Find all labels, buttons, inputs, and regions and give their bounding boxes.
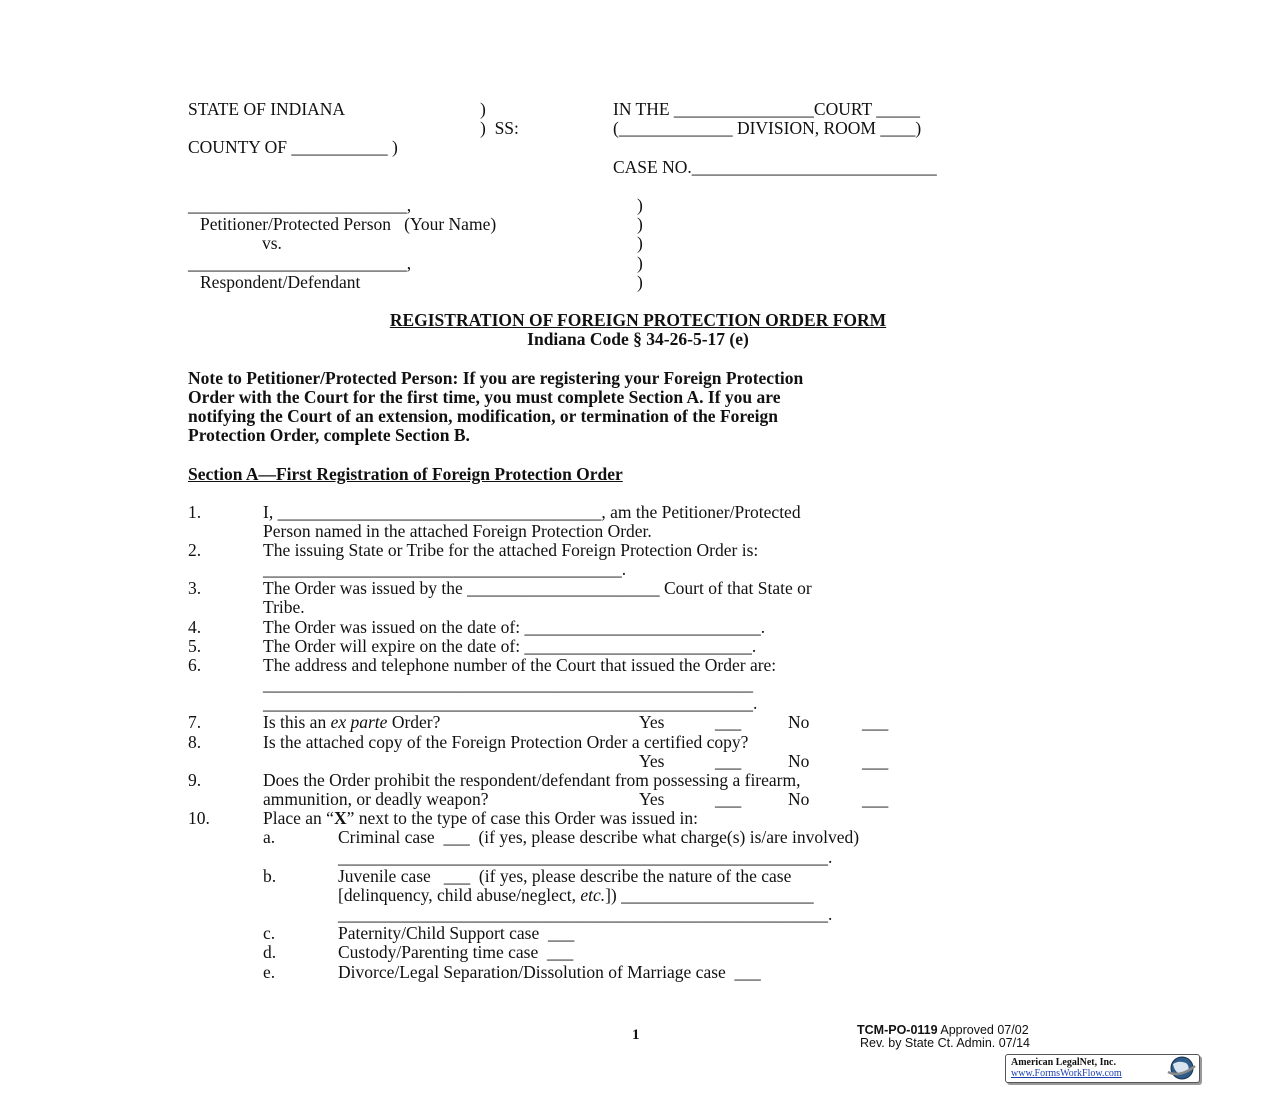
- state-label: STATE OF INDIANA: [188, 99, 346, 119]
- item-number: 5.: [188, 636, 202, 656]
- juvenile-case-detail[interactable]: [delinquency, child abuse/neglect, etc.]) ______________________: [338, 885, 814, 905]
- item-number: 9.: [188, 770, 202, 790]
- note-line: Order with the Court for the first time, you must complete Section A. If you are: [188, 387, 781, 407]
- logo-company-name: American LegalNet, Inc.: [1011, 1057, 1116, 1068]
- custody-case-option[interactable]: Custody/Parenting time case ___: [338, 942, 574, 962]
- item-number: 10.: [188, 808, 210, 828]
- item-7-question: Is this an ex parte Order?: [263, 712, 441, 732]
- petitioner-label: Petitioner/Protected Person (Your Name): [200, 214, 497, 234]
- criminal-case-option[interactable]: Criminal case ___ (if yes, please describe what charge(s) is/are involved): [338, 827, 860, 847]
- court-address-blank[interactable]: ________________________________________________________: [263, 674, 753, 694]
- versus-label: vs.: [262, 233, 282, 253]
- court-phone-blank[interactable]: ________________________________________________________.: [263, 693, 758, 713]
- case-type-letter: a.: [263, 827, 276, 847]
- case-type-letter: c.: [263, 923, 276, 943]
- respondent-name-blank[interactable]: _________________________,: [188, 253, 412, 273]
- item-number: 8.: [188, 732, 202, 752]
- yes-label: Yes: [639, 712, 665, 732]
- caption-paren: ): [637, 214, 643, 234]
- juvenile-case-option[interactable]: Juvenile case ___ (if yes, please describe the nature of the case: [338, 866, 792, 886]
- caption-paren: ): [637, 253, 643, 273]
- form-code-citation: Indiana Code § 34-26-5-17 (e): [527, 329, 749, 349]
- item-1-text[interactable]: I, _____________________________________, am the Petitioner/Protected: [263, 502, 801, 522]
- county-line: COUNTY OF ___________ ): [188, 137, 398, 157]
- form-title: REGISTRATION OF FOREIGN PROTECTION ORDER FORM: [389, 310, 887, 330]
- item-number: 6.: [188, 655, 202, 675]
- note-line: Note to Petitioner/Protected Person: If you are registering your Foreign Protection: [188, 368, 804, 388]
- publisher-logo[interactable]: [1005, 1054, 1200, 1083]
- item-number: 2.: [188, 540, 202, 560]
- section-a-heading: Section A—First Registration of Foreign Protection Order: [188, 464, 623, 484]
- caption-paren: ): [637, 195, 643, 215]
- case-type-letter: b.: [263, 866, 277, 886]
- form-id-line: TCM-PO-0119 Approved 07/02: [857, 1023, 1029, 1037]
- no-blank[interactable]: ___: [862, 789, 889, 809]
- yes-blank[interactable]: ___: [715, 712, 742, 732]
- divorce-case-option[interactable]: Divorce/Legal Separation/Dissolution of Marriage case ___: [338, 962, 761, 982]
- expiration-date-line[interactable]: The Order will expire on the date of: __________________________.: [263, 636, 757, 656]
- yes-label: Yes: [639, 789, 665, 809]
- ss-label: ) SS:: [480, 118, 519, 138]
- item-number: 4.: [188, 617, 202, 637]
- item-3-text: Tribe.: [263, 597, 305, 617]
- note-line: Protection Order, complete Section B.: [188, 425, 470, 445]
- no-label: No: [788, 751, 810, 771]
- no-label: No: [788, 789, 810, 809]
- division-line: (_____________ DIVISION, ROOM ____): [613, 118, 922, 138]
- item-number: 1.: [188, 502, 202, 522]
- case-type-letter: d.: [263, 942, 277, 962]
- item-2-text: The issuing State or Tribe for the attached Foreign Protection Order is:: [263, 540, 759, 560]
- court-line: IN THE ________________COURT _____: [613, 99, 920, 119]
- juvenile-case-blank[interactable]: ________________________________________________________.: [338, 904, 833, 924]
- criminal-charge-blank[interactable]: ________________________________________________________.: [338, 847, 833, 867]
- yes-label: Yes: [639, 751, 665, 771]
- case-number-line: CASE NO.____________________________: [613, 157, 937, 177]
- caption-paren: ): [480, 99, 486, 119]
- paternity-case-option[interactable]: Paternity/Child Support case ___: [338, 923, 575, 943]
- item-9-question: Does the Order prohibit the respondent/defendant from possessing a firearm,: [263, 770, 801, 790]
- case-type-letter: e.: [263, 962, 276, 982]
- yes-blank[interactable]: ___: [715, 789, 742, 809]
- item-10-text: Place an “X” next to the type of case this Order was issued in:: [263, 808, 698, 828]
- petitioner-name-blank[interactable]: _________________________,: [188, 195, 412, 215]
- globe-icon: [1164, 1054, 1198, 1082]
- no-label: No: [788, 712, 810, 732]
- note-line: notifying the Court of an extension, modification, or termination of the Foreign: [188, 406, 778, 426]
- item-6-text: The address and telephone number of the Court that issued the Order are:: [263, 655, 777, 675]
- item-8-question: Is the attached copy of the Foreign Protection Order a certified copy?: [263, 732, 749, 752]
- no-blank[interactable]: ___: [862, 712, 889, 732]
- page-number: 1: [632, 1027, 640, 1043]
- caption-paren: ): [637, 272, 643, 292]
- item-1-text: Person named in the attached Foreign Protection Order.: [263, 521, 652, 541]
- item-number: 3.: [188, 578, 202, 598]
- no-blank[interactable]: ___: [862, 751, 889, 771]
- item-number: 7.: [188, 712, 202, 732]
- issue-date-line[interactable]: The Order was issued on the date of: ___________________________.: [263, 617, 766, 637]
- item-9-question: ammunition, or deadly weapon?: [263, 789, 489, 809]
- item-3-text[interactable]: The Order was issued by the ______________________ Court of that State or: [263, 578, 812, 598]
- yes-blank[interactable]: ___: [715, 751, 742, 771]
- revision-line: Rev. by State Ct. Admin. 07/14: [860, 1036, 1030, 1050]
- respondent-label: Respondent/Defendant: [200, 272, 361, 292]
- caption-paren: ): [637, 233, 643, 253]
- logo-website-link[interactable]: www.FormsWorkFlow.com: [1011, 1068, 1122, 1079]
- issuing-state-blank[interactable]: _________________________________________.: [263, 559, 627, 579]
